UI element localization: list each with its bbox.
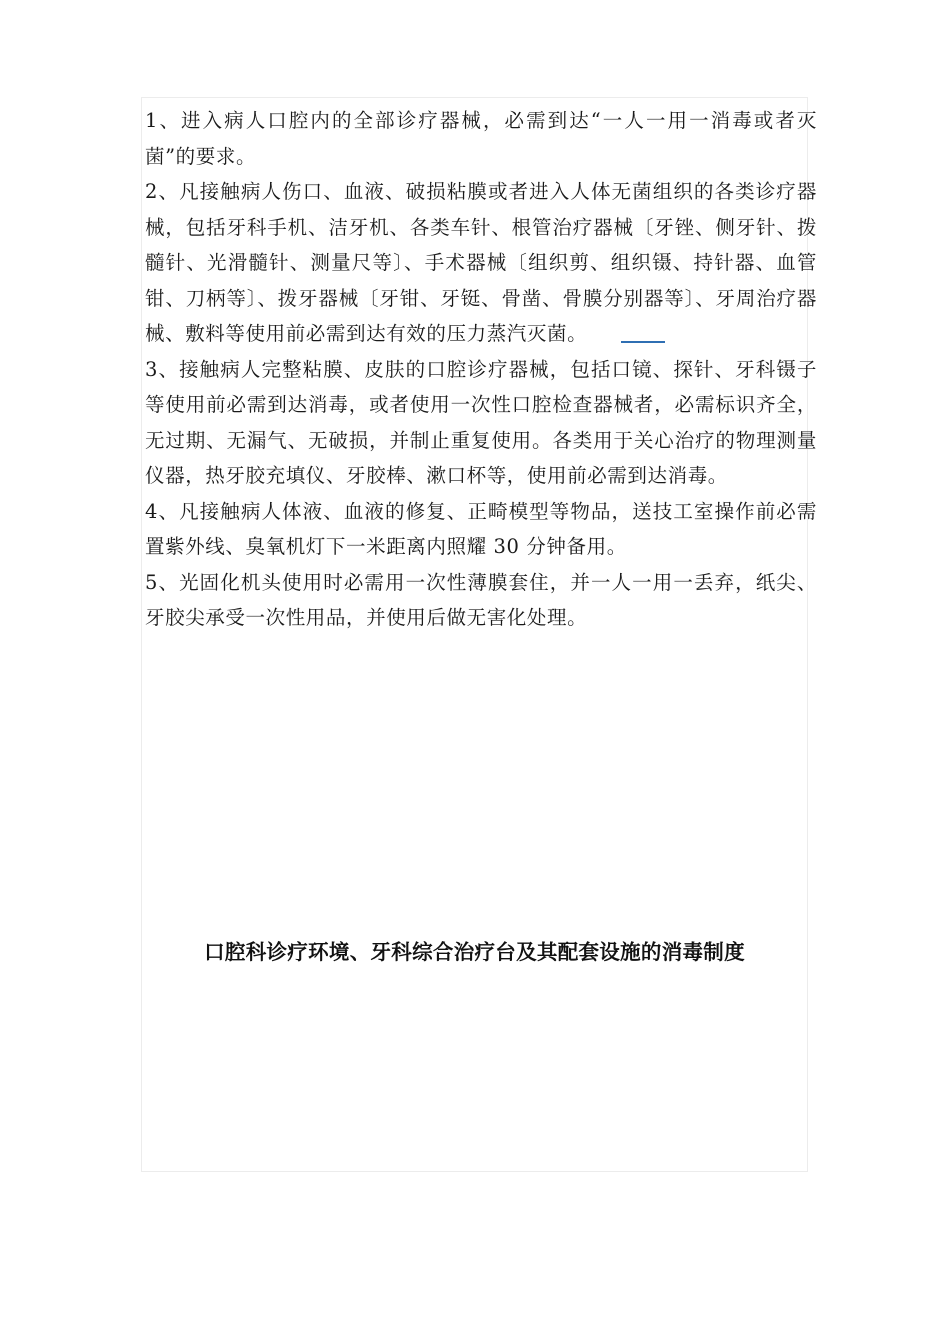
section-title: 口腔科诊疗环境、牙科综合治疗台及其配套设施的消毒制度 (204, 940, 745, 964)
paragraph-2-text: 2、凡接触病人伤口、血液、破损粘膜或者进入人体无菌组织的各类诊疗器械，包括牙科手机、洁牙机、各类车针、根管治疗器械〔牙锉、侧牙针、拨髓针、光滑髓针、测量尺等〕、手术器械〔组织剪、组织镊、持针器、血管钳、刀柄等〕、拨牙器械〔牙钳、牙铤、骨凿、骨膜分别器等〕、牙周治疗器械、敷料等使用前必需到达有效的压力蒸汽灭菌。 (145, 180, 817, 345)
blue-underline-mark (621, 341, 665, 343)
paragraph-3: 3、接触病人完整粘膜、皮肤的口腔诊疗器械，包括口镜、探针、牙科镊子等使用前必需到达消毒，或者使用一次性口腔检查器械者，必需标识齐全，无过期、无漏气、无破损，并制止重复使用。各类用于关心治疗的物理测量仪器，热牙胶充填仪、牙胶棒、漱口杯等，使用前必需到达消毒。 (145, 357, 817, 487)
paragraph-5: 5、光固化机头使用时必需用一次性薄膜套住，并一人一用一丢弃，纸尖、牙胶尖承受一次性用品，并使用后做无害化处理。 (145, 570, 817, 629)
document-body (145, 103, 817, 636)
paragraph-1: 1、进入病人口腔内的全部诊疗器械，必需到达“一人一用一消毒或者灭菌”的要求。 (145, 109, 817, 168)
paragraph-4: 4、凡接触病人体液、血液的修复、正畸模型等物品，送技工室操作前必需置紫外线、臭氧机灯下一米距离内照耀 30 分钟备用。 (145, 499, 817, 558)
paragraph-2 (145, 174, 817, 352)
